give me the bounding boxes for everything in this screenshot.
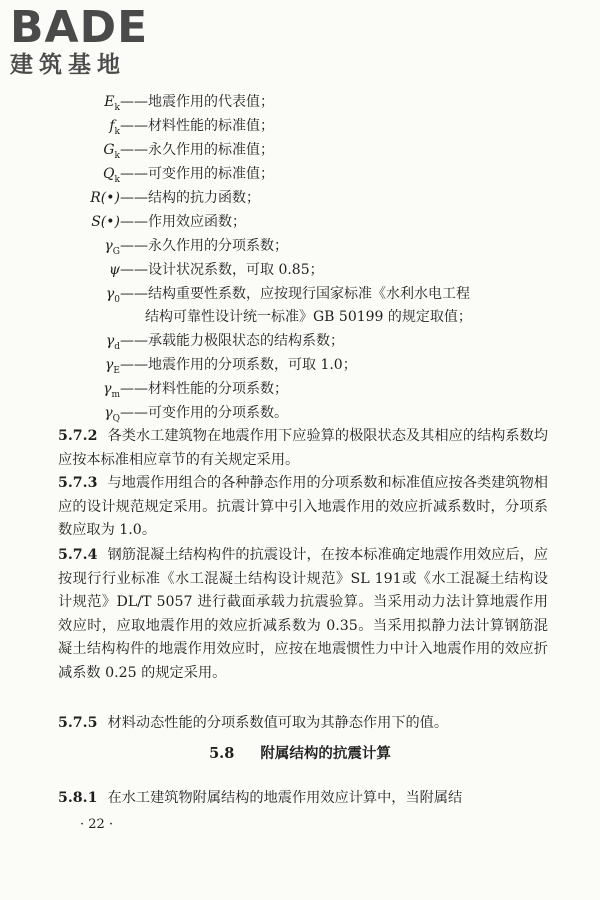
logo-subtitle: 建筑基地 (10, 52, 126, 78)
definition-text: ——材料性能的标准值； (120, 118, 274, 134)
definition-symbol: $f_k$ (109, 118, 120, 137)
clause-5-7-2 (58, 425, 548, 472)
clause-number: 5.8.1 (58, 790, 98, 806)
clause-5-7-3 (58, 472, 548, 543)
definition-text: ——承载能力极限状态的结构系数； (120, 333, 344, 349)
logo-brand: BADE (10, 2, 149, 53)
definition-symbol: $\gamma_d$ (105, 333, 120, 352)
clause-line: 材料动态性能的分项系数值可取为其静态作用下的值。 (107, 715, 449, 731)
clause-5-7-4 (58, 544, 548, 685)
definition-text: 结构可靠性设计统一标准》GB 50199 的规定取值； (145, 309, 472, 325)
definition-text: ——可变作用的标准值； (120, 166, 274, 182)
definition-symbol: R(•) (90, 190, 120, 206)
definition-symbol: $\gamma_Q$ (104, 405, 120, 424)
clause-line: 在水工建筑物附属结构的地震作用效应计算中，当附属结 (107, 790, 463, 806)
clause-line: 系数 0.25 的规定采用。 (72, 664, 227, 681)
clause-line: 用的效应折减系数时，分项系数应取为 1.0。 (58, 498, 548, 538)
section-title: 附属结构的抗震计算 (260, 745, 391, 762)
clause-number: 5.7.4 (58, 547, 98, 563)
definition-symbol: ψ (109, 262, 120, 278)
clause-line: 各类水工建筑物在地震作用下应验算的极限状态及其相 (107, 428, 449, 444)
clause-5-8-1 (58, 787, 548, 811)
definition-symbol: S(•) (91, 214, 120, 230)
clause-line: 验算。当采用动力法计算地震作用效应时，应取地震作用的效应 (58, 594, 548, 634)
clause-line: 应的结构系数均应按本标准相应章节的有关规定采用。 (58, 428, 548, 468)
clause-line: 或《水工混凝土结构设计规范》DL/T 5057 进行截面承载力抗震 (58, 570, 548, 610)
section-heading (0, 742, 600, 763)
clause-line: 与地震作用组合的各种静态作用的分项系数和标准值应 (107, 475, 449, 491)
definition-symbol: $E_k$ (104, 94, 120, 113)
definition-text: ——材料性能的分项系数； (120, 381, 288, 397)
definition-symbol: $G_k$ (103, 142, 120, 161)
definition-text: ——设计状况系数，可取 0.85； (120, 262, 324, 278)
clause-line: 按各类建筑物相应的设计规范规定采用。抗震计算中引入地震作 (58, 475, 548, 515)
definition-symbol: $Q_k$ (103, 166, 120, 185)
clause-number: 5.7.3 (58, 475, 98, 491)
definition-text: ——结构的抗力函数； (120, 190, 260, 206)
definition-text: ——永久作用的标准值； (120, 142, 274, 158)
definition-text: ——地震作用的代表值； (120, 94, 274, 110)
clause-number: 5.7.5 (58, 715, 98, 731)
clause-5-7-5 (58, 712, 548, 736)
page-number: · 22 · (80, 817, 114, 832)
clause-line: 钢筋混凝土结构构件的抗震设计，在按本标准确定地震作 (107, 547, 463, 563)
definition-symbol: $\gamma_0$ (105, 286, 120, 305)
definition-text: ——结构重要性系数，应按现行国家标准《水利水电工程 (120, 286, 470, 302)
definition-symbol: $\gamma_m$ (103, 381, 120, 400)
definition-text: ——可变作用的分项系数。 (120, 405, 288, 421)
definition-symbol: $\gamma_G$ (104, 238, 120, 257)
clause-line: 地震作用效应时，应按在地震惯性力中计入地震作用的效应折减 (58, 641, 548, 681)
clause-number: 5.7.2 (58, 428, 98, 444)
clause-line: 用效应后，应按现行行业标准《水工混凝土结构设计规范》SL 191 (58, 547, 548, 587)
section-number: 5.8 (209, 745, 235, 762)
logo (10, 2, 149, 78)
clause-line: 折减系数为 0.35。当采用拟静力法计算钢筋混凝土结构构件的 (58, 617, 548, 657)
definition-text: ——地震作用的分项系数，可取 1.0； (120, 357, 357, 373)
definition-symbol: $\gamma_E$ (105, 357, 120, 376)
definition-text: ——永久作用的分项系数； (120, 238, 288, 254)
definition-text: ——作用效应函数； (120, 214, 246, 230)
